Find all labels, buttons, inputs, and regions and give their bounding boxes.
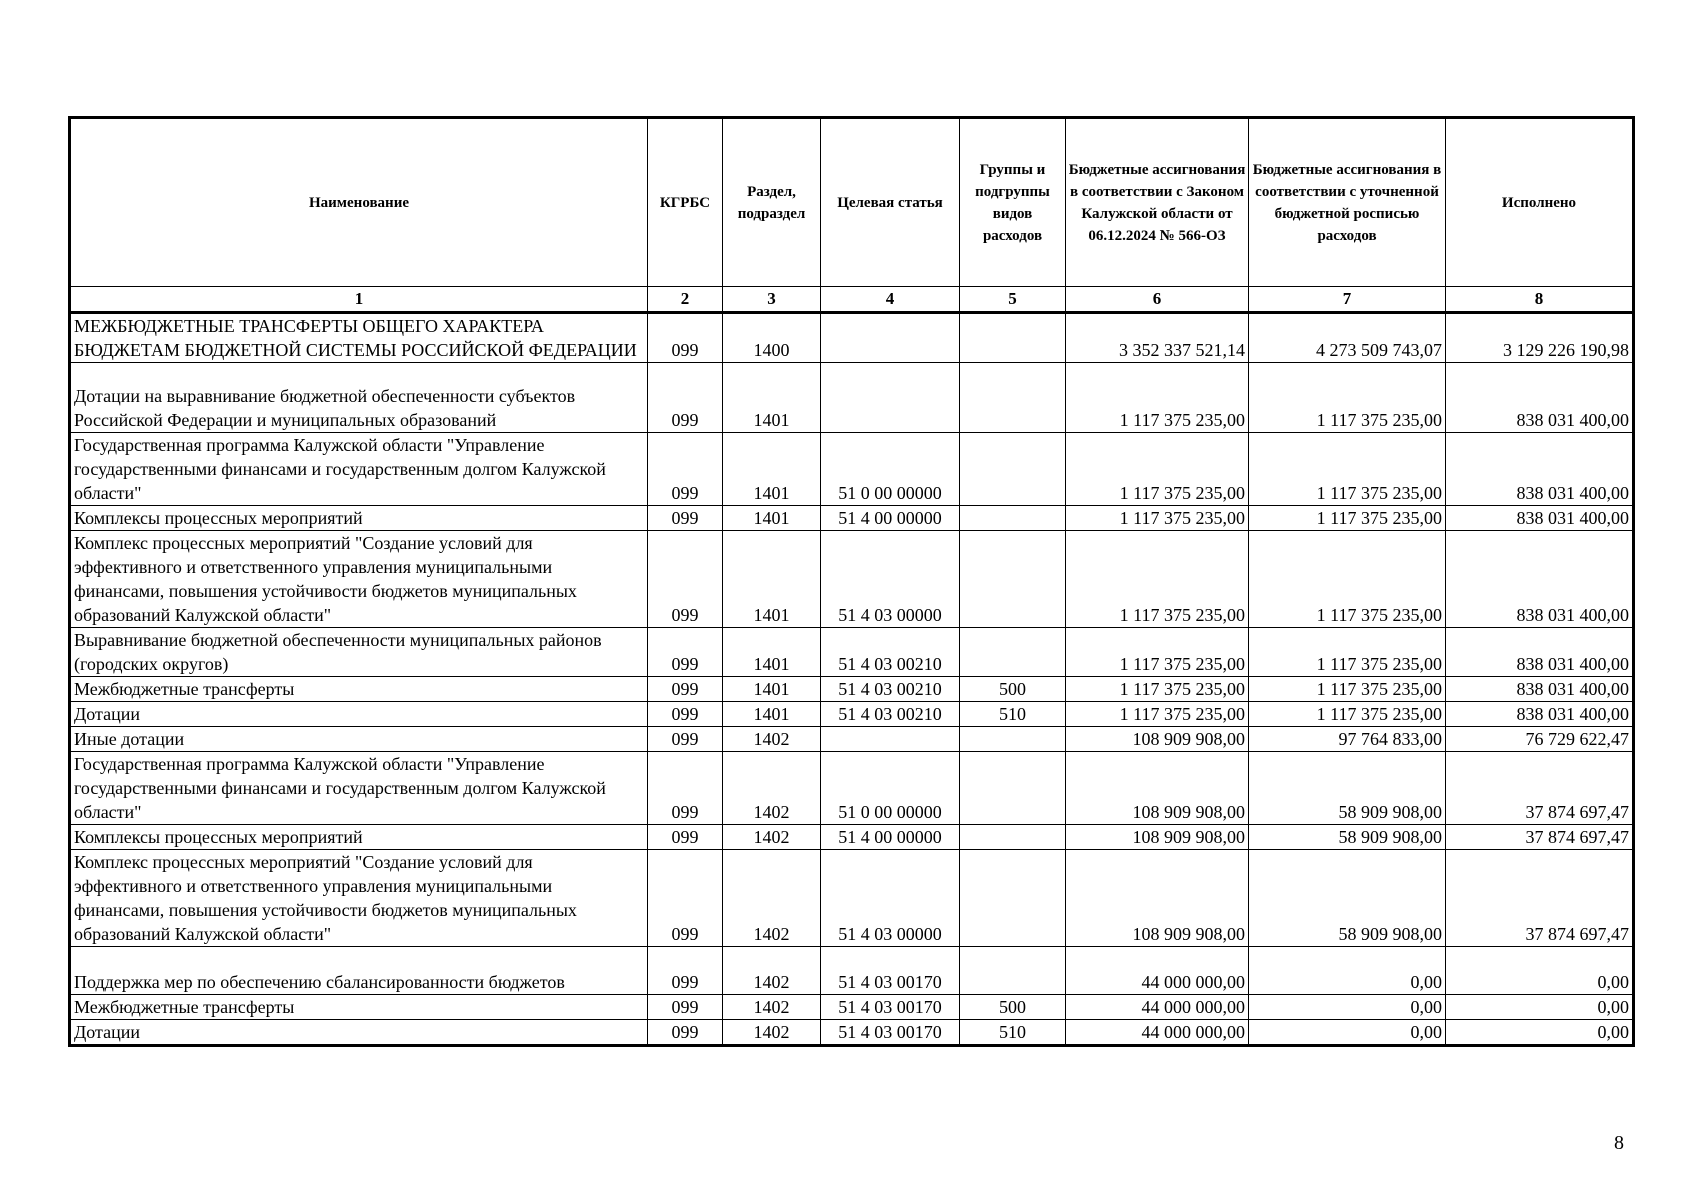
row-rospis-cell: 0,00 — [1249, 995, 1446, 1020]
row-celevaya-cell: 51 4 03 00000 — [821, 531, 960, 628]
row-razdel-cell: 1402 — [723, 995, 821, 1020]
row-razdel-cell: 1402 — [723, 752, 821, 825]
row-razdel-cell: 1401 — [723, 628, 821, 677]
row-razdel-cell: 1401 — [723, 531, 821, 628]
row-name-cell: Государственная программа Калужской области "Управление государственными финансами и государственным долгом Калужской области" — [70, 752, 648, 825]
row-zakon-cell: 1 117 375 235,00 — [1066, 363, 1249, 433]
row-zakon-cell: 1 117 375 235,00 — [1066, 506, 1249, 531]
row-zakon-cell: 1 117 375 235,00 — [1066, 702, 1249, 727]
table-row — [70, 363, 1634, 433]
row-name-cell: Дотации — [70, 702, 648, 727]
table-row — [70, 506, 1634, 531]
header-rospis: Бюджетные ассигнования в соответствии с уточненной бюджетной росписью расходов — [1249, 118, 1446, 287]
table-row — [70, 850, 1634, 947]
row-rospis-cell: 4 273 509 743,07 — [1249, 313, 1446, 363]
row-vid-cell — [960, 313, 1066, 363]
row-razdel-cell: 1401 — [723, 433, 821, 506]
row-celevaya-cell — [821, 727, 960, 752]
row-name-cell: Межбюджетные трансферты — [70, 677, 648, 702]
row-kgrbs-cell: 099 — [648, 995, 723, 1020]
row-zakon-cell: 44 000 000,00 — [1066, 995, 1249, 1020]
row-zakon-cell: 108 909 908,00 — [1066, 752, 1249, 825]
row-kgrbs-cell: 099 — [648, 677, 723, 702]
row-razdel-cell: 1401 — [723, 677, 821, 702]
row-name-cell: Иные дотации — [70, 727, 648, 752]
row-razdel-cell: 1401 — [723, 702, 821, 727]
row-name-cell: Комплекс процессных мероприятий "Создание условий для эффективного и ответственного управления муниципальными финансами, повышения устойчивости бюджетов муниципальных образований Калужской области" — [70, 850, 648, 947]
row-celevaya-cell: 51 0 00 00000 — [821, 752, 960, 825]
row-celevaya-cell: 51 4 00 00000 — [821, 825, 960, 850]
row-zakon-cell: 1 117 375 235,00 — [1066, 531, 1249, 628]
row-razdel-cell: 1402 — [723, 947, 821, 995]
table-row — [70, 531, 1634, 628]
table-row — [70, 313, 1634, 363]
column-number: 3 — [723, 287, 821, 313]
row-ispolneno-cell: 0,00 — [1446, 995, 1634, 1020]
row-zakon-cell: 108 909 908,00 — [1066, 727, 1249, 752]
row-rospis-cell: 1 117 375 235,00 — [1249, 628, 1446, 677]
row-rospis-cell: 58 909 908,00 — [1249, 850, 1446, 947]
row-razdel-cell: 1402 — [723, 727, 821, 752]
column-number: 7 — [1249, 287, 1446, 313]
row-vid-cell — [960, 752, 1066, 825]
row-rospis-cell: 97 764 833,00 — [1249, 727, 1446, 752]
table-row — [70, 825, 1634, 850]
budget-sheet — [68, 116, 1632, 1047]
table-row — [70, 1020, 1634, 1046]
column-number: 6 — [1066, 287, 1249, 313]
row-kgrbs-cell: 099 — [648, 313, 723, 363]
table-row — [70, 727, 1634, 752]
row-kgrbs-cell: 099 — [648, 363, 723, 433]
row-celevaya-cell: 51 4 03 00210 — [821, 702, 960, 727]
budget-table — [68, 116, 1635, 1047]
row-zakon-cell: 108 909 908,00 — [1066, 850, 1249, 947]
row-rospis-cell: 58 909 908,00 — [1249, 752, 1446, 825]
header-vid: Группы и подгруппы видов расходов — [960, 118, 1066, 287]
row-vid-cell — [960, 531, 1066, 628]
row-name-cell: Комплексы процессных мероприятий — [70, 506, 648, 531]
row-ispolneno-cell: 0,00 — [1446, 1020, 1634, 1046]
column-number: 5 — [960, 287, 1066, 313]
header-name: Наименование — [70, 118, 648, 287]
row-kgrbs-cell: 099 — [648, 727, 723, 752]
row-zakon-cell: 108 909 908,00 — [1066, 825, 1249, 850]
row-kgrbs-cell: 099 — [648, 506, 723, 531]
row-celevaya-cell: 51 4 03 00000 — [821, 850, 960, 947]
row-celevaya-cell: 51 0 00 00000 — [821, 433, 960, 506]
row-rospis-cell: 1 117 375 235,00 — [1249, 531, 1446, 628]
row-name-cell: Дотации на выравнивание бюджетной обеспеченности субъектов Российской Федерации и муниципальных образований — [70, 363, 648, 433]
row-rospis-cell: 0,00 — [1249, 1020, 1446, 1046]
row-razdel-cell: 1401 — [723, 363, 821, 433]
row-celevaya-cell: 51 4 03 00170 — [821, 995, 960, 1020]
row-kgrbs-cell: 099 — [648, 531, 723, 628]
row-name-cell: Поддержка мер по обеспечению сбалансированности бюджетов — [70, 947, 648, 995]
row-ispolneno-cell: 838 031 400,00 — [1446, 677, 1634, 702]
table-row — [70, 752, 1634, 825]
row-razdel-cell: 1402 — [723, 825, 821, 850]
row-rospis-cell: 58 909 908,00 — [1249, 825, 1446, 850]
row-name-cell: Государственная программа Калужской области "Управление государственными финансами и государственным долгом Калужской области" — [70, 433, 648, 506]
row-vid-cell — [960, 628, 1066, 677]
row-vid-cell: 510 — [960, 1020, 1066, 1046]
header-zakon: Бюджетные ассигнования в соответствии с Законом Калужской области от 06.12.2024 № 566-ОЗ — [1066, 118, 1249, 287]
row-kgrbs-cell: 099 — [648, 850, 723, 947]
row-name-cell: Выравнивание бюджетной обеспеченности муниципальных районов (городских округов) — [70, 628, 648, 677]
row-celevaya-cell: 51 4 00 00000 — [821, 506, 960, 531]
row-ispolneno-cell: 3 129 226 190,98 — [1446, 313, 1634, 363]
row-ispolneno-cell: 37 874 697,47 — [1446, 850, 1634, 947]
row-zakon-cell: 1 117 375 235,00 — [1066, 628, 1249, 677]
row-ispolneno-cell: 0,00 — [1446, 947, 1634, 995]
header-razdel: Раздел, подраздел — [723, 118, 821, 287]
row-kgrbs-cell: 099 — [648, 825, 723, 850]
row-ispolneno-cell: 838 031 400,00 — [1446, 506, 1634, 531]
row-ispolneno-cell: 838 031 400,00 — [1446, 702, 1634, 727]
row-razdel-cell: 1402 — [723, 1020, 821, 1046]
row-rospis-cell: 1 117 375 235,00 — [1249, 677, 1446, 702]
column-number: 2 — [648, 287, 723, 313]
table-body — [70, 313, 1634, 1046]
row-razdel-cell: 1401 — [723, 506, 821, 531]
row-ispolneno-cell: 838 031 400,00 — [1446, 531, 1634, 628]
header-kgrbs: КГРБС — [648, 118, 723, 287]
column-number: 8 — [1446, 287, 1634, 313]
row-kgrbs-cell: 099 — [648, 947, 723, 995]
row-ispolneno-cell: 76 729 622,47 — [1446, 727, 1634, 752]
row-zakon-cell: 44 000 000,00 — [1066, 1020, 1249, 1046]
row-name-cell: МЕЖБЮДЖЕТНЫЕ ТРАНСФЕРТЫ ОБЩЕГО ХАРАКТЕРА БЮДЖЕТАМ БЮДЖЕТНОЙ СИСТЕМЫ РОССИЙСКОЙ ФЕДЕРАЦИИ — [70, 313, 648, 363]
row-vid-cell — [960, 947, 1066, 995]
row-kgrbs-cell: 099 — [648, 1020, 723, 1046]
column-number: 1 — [70, 287, 648, 313]
row-celevaya-cell: 51 4 03 00210 — [821, 677, 960, 702]
header-ispolneno: Исполнено — [1446, 118, 1634, 287]
header-row — [70, 118, 1634, 287]
table-row — [70, 947, 1634, 995]
row-celevaya-cell: 51 4 03 00210 — [821, 628, 960, 677]
row-vid-cell — [960, 727, 1066, 752]
row-vid-cell — [960, 825, 1066, 850]
row-ispolneno-cell: 838 031 400,00 — [1446, 628, 1634, 677]
row-kgrbs-cell: 099 — [648, 433, 723, 506]
row-rospis-cell: 1 117 375 235,00 — [1249, 506, 1446, 531]
table-row — [70, 628, 1634, 677]
row-rospis-cell: 0,00 — [1249, 947, 1446, 995]
row-celevaya-cell — [821, 363, 960, 433]
row-name-cell: Дотации — [70, 1020, 648, 1046]
row-name-cell: Комплекс процессных мероприятий "Создание условий для эффективного и ответственного управления муниципальными финансами, повышения устойчивости бюджетов муниципальных образований Калужской области" — [70, 531, 648, 628]
row-vid-cell: 500 — [960, 677, 1066, 702]
row-vid-cell — [960, 850, 1066, 947]
row-vid-cell — [960, 506, 1066, 531]
row-zakon-cell: 44 000 000,00 — [1066, 947, 1249, 995]
row-zakon-cell: 1 117 375 235,00 — [1066, 433, 1249, 506]
row-ispolneno-cell: 37 874 697,47 — [1446, 752, 1634, 825]
header-celevaya: Целевая статья — [821, 118, 960, 287]
row-celevaya-cell — [821, 313, 960, 363]
row-celevaya-cell: 51 4 03 00170 — [821, 1020, 960, 1046]
row-ispolneno-cell: 838 031 400,00 — [1446, 363, 1634, 433]
row-name-cell: Межбюджетные трансферты — [70, 995, 648, 1020]
row-vid-cell — [960, 433, 1066, 506]
row-kgrbs-cell: 099 — [648, 752, 723, 825]
column-number-row — [70, 287, 1634, 313]
row-ispolneno-cell: 838 031 400,00 — [1446, 433, 1634, 506]
page-number: 8 — [1614, 1132, 1624, 1154]
table-row — [70, 677, 1634, 702]
row-rospis-cell: 1 117 375 235,00 — [1249, 363, 1446, 433]
row-zakon-cell: 3 352 337 521,14 — [1066, 313, 1249, 363]
table-row — [70, 702, 1634, 727]
row-razdel-cell: 1402 — [723, 850, 821, 947]
row-rospis-cell: 1 117 375 235,00 — [1249, 702, 1446, 727]
row-ispolneno-cell: 37 874 697,47 — [1446, 825, 1634, 850]
column-number: 4 — [821, 287, 960, 313]
row-zakon-cell: 1 117 375 235,00 — [1066, 677, 1249, 702]
table-row — [70, 995, 1634, 1020]
row-rospis-cell: 1 117 375 235,00 — [1249, 433, 1446, 506]
row-razdel-cell: 1400 — [723, 313, 821, 363]
row-kgrbs-cell: 099 — [648, 702, 723, 727]
row-vid-cell — [960, 363, 1066, 433]
row-kgrbs-cell: 099 — [648, 628, 723, 677]
row-celevaya-cell: 51 4 03 00170 — [821, 947, 960, 995]
row-vid-cell: 510 — [960, 702, 1066, 727]
row-name-cell: Комплексы процессных мероприятий — [70, 825, 648, 850]
table-row — [70, 433, 1634, 506]
row-vid-cell: 500 — [960, 995, 1066, 1020]
